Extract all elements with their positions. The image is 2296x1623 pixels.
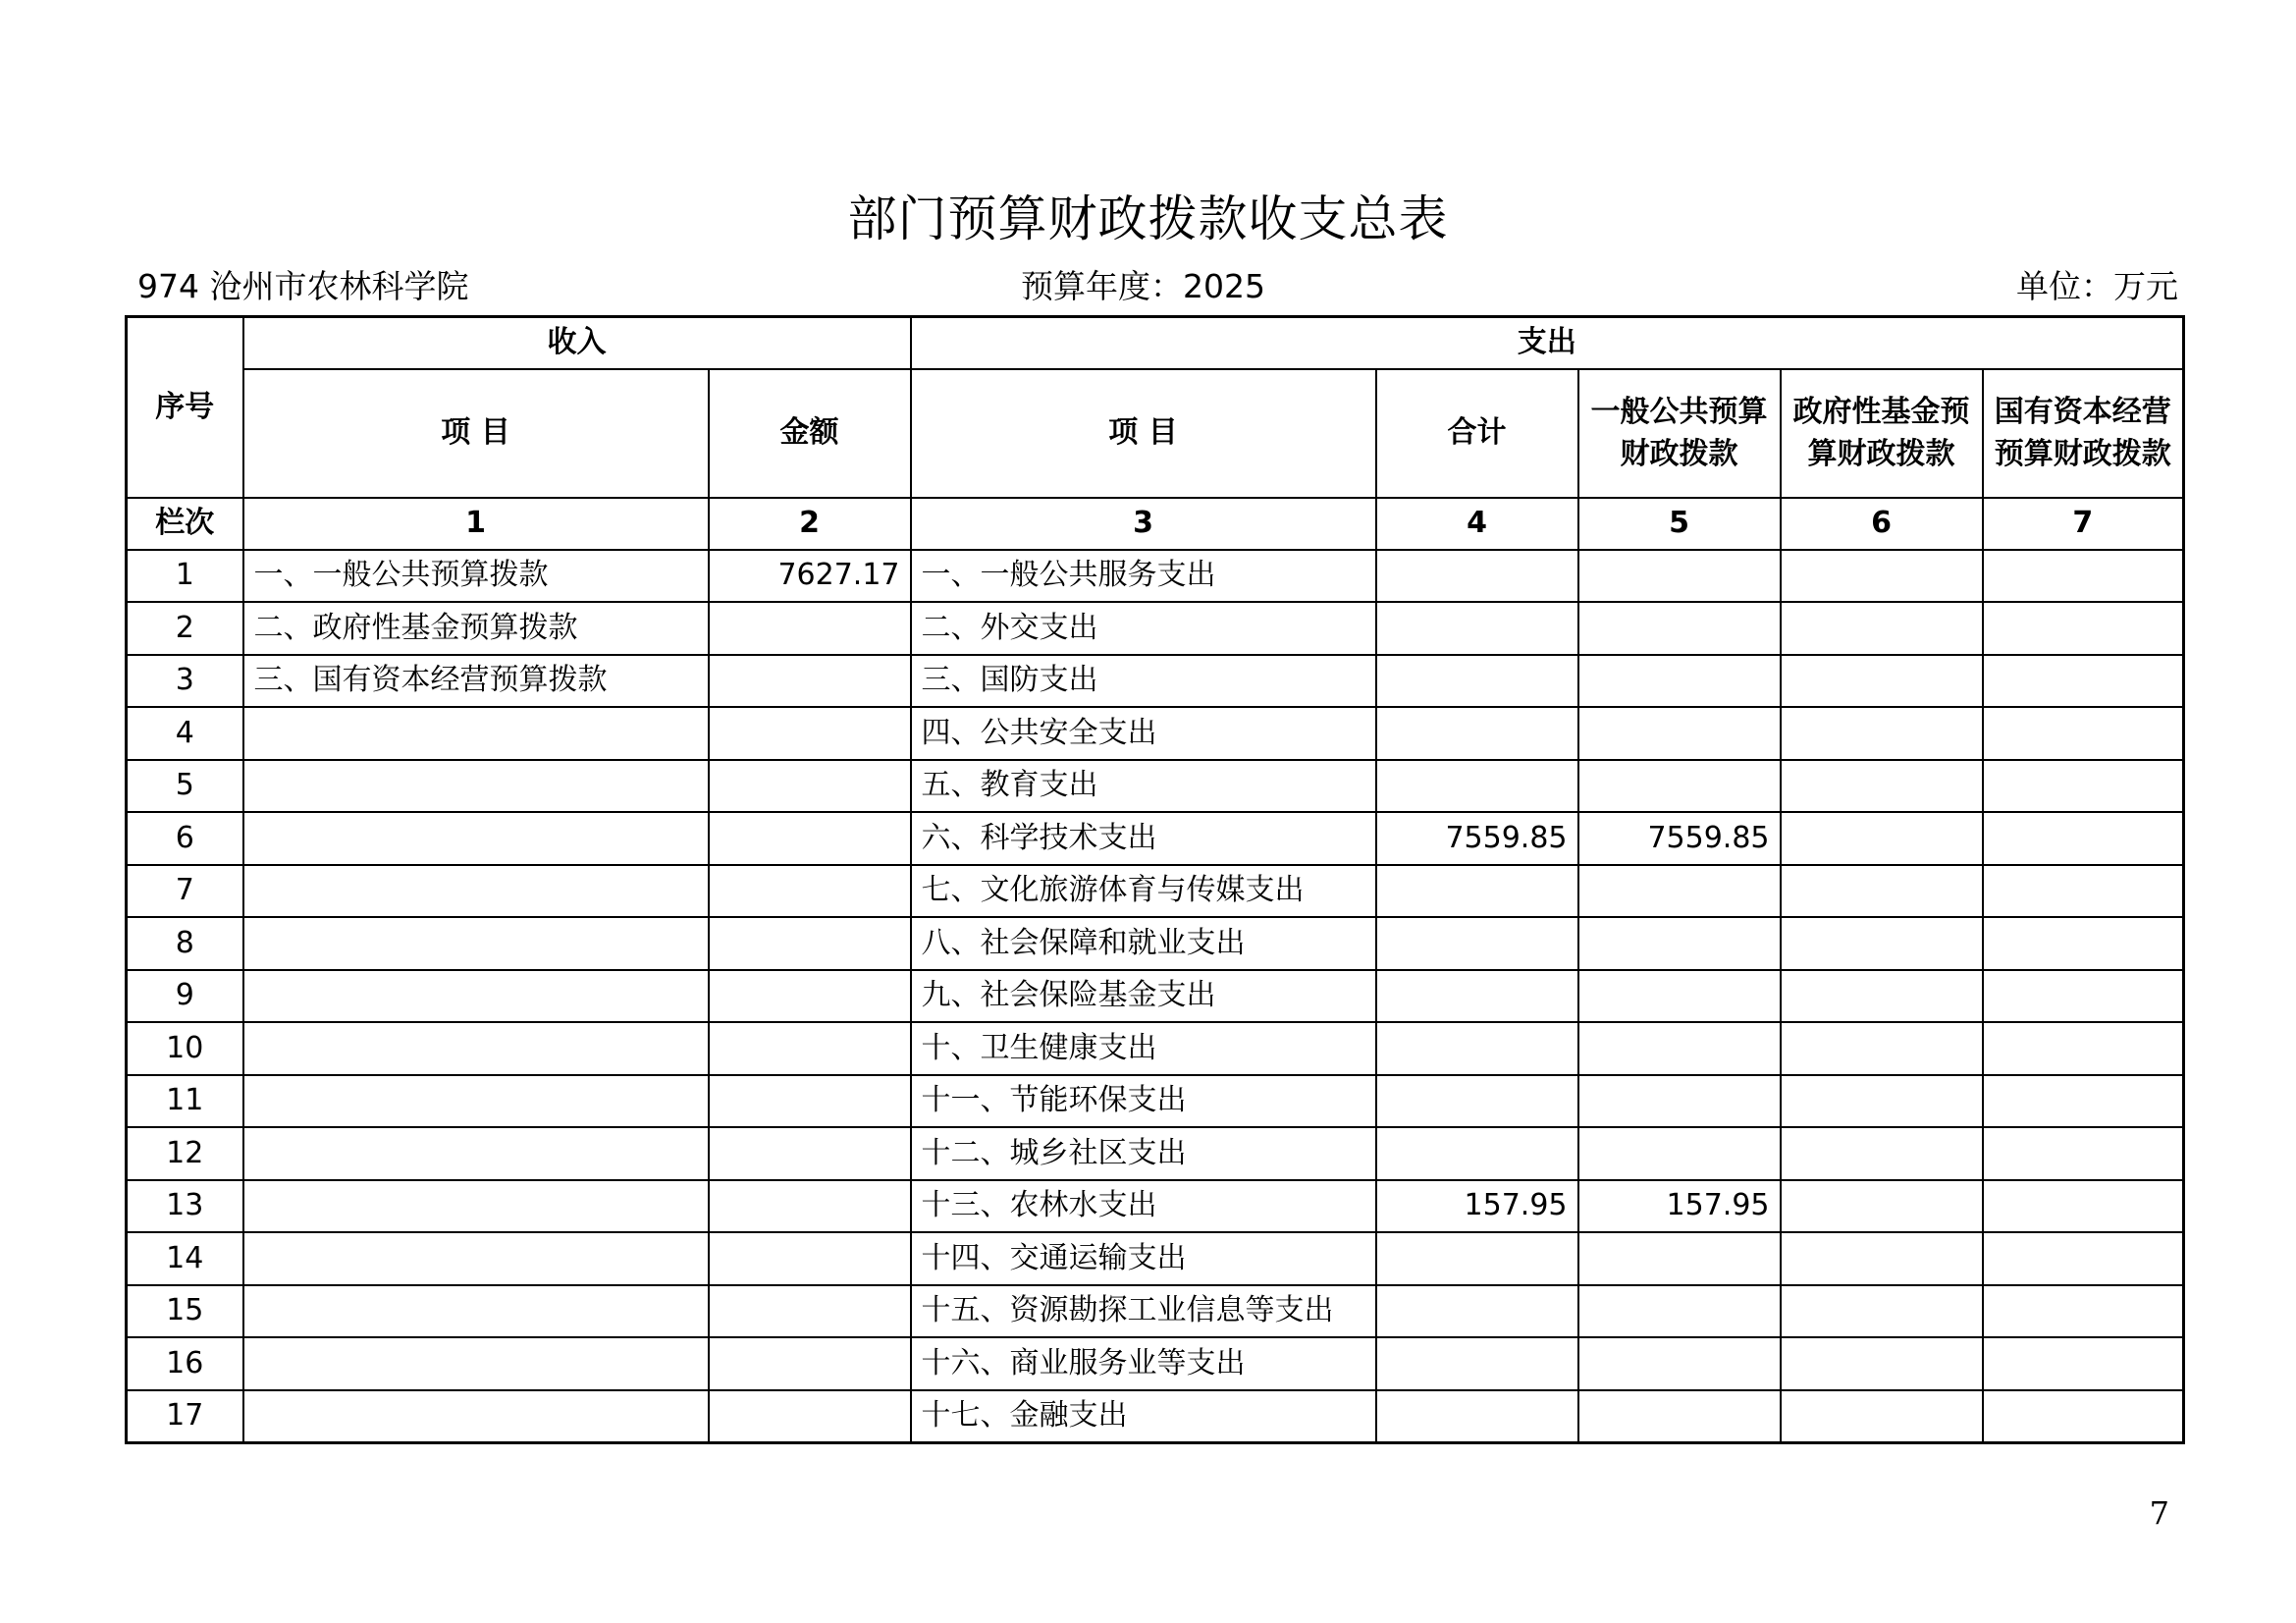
income-amount-cell bbox=[709, 707, 911, 760]
income-item-cell bbox=[243, 1180, 709, 1233]
general-budget-cell bbox=[1578, 970, 1781, 1023]
income-amount-cell bbox=[709, 865, 911, 918]
state-capital-cell bbox=[1983, 970, 2184, 1023]
expense-item-cell: 十、卫生健康支出 bbox=[911, 1022, 1376, 1075]
expense-item-cell: 十三、农林水支出 bbox=[911, 1180, 1376, 1233]
income-item-cell: 二、政府性基金预算拨款 bbox=[243, 602, 709, 655]
income-amount-cell bbox=[709, 655, 911, 708]
income-item-cell bbox=[243, 1127, 709, 1180]
table-row bbox=[127, 1285, 2184, 1338]
column-number: 4 bbox=[1376, 498, 1578, 550]
income-item-cell bbox=[243, 1390, 709, 1443]
state-capital-cell bbox=[1983, 602, 2184, 655]
gov-fund-cell bbox=[1781, 1180, 1983, 1233]
budget-year-label: 预算年度：2025 bbox=[1021, 267, 1265, 305]
document-title: 部门预算财政拨款收支总表 bbox=[847, 190, 1449, 247]
general-budget-cell bbox=[1578, 602, 1781, 655]
state-capital-cell bbox=[1983, 1337, 2184, 1390]
column-number-row bbox=[127, 498, 2184, 550]
column-number: 5 bbox=[1578, 498, 1781, 550]
income-amount-cell bbox=[709, 1075, 911, 1128]
gov-fund-cell bbox=[1781, 602, 1983, 655]
header-income-amount: 金额 bbox=[709, 369, 911, 498]
income-amount-cell bbox=[709, 1180, 911, 1233]
table-row bbox=[127, 1337, 2184, 1390]
table-row bbox=[127, 865, 2184, 918]
income-item-cell bbox=[243, 1022, 709, 1075]
total-cell bbox=[1376, 760, 1578, 813]
table-row bbox=[127, 1180, 2184, 1233]
column-number: 1 bbox=[243, 498, 709, 550]
seq-cell: 8 bbox=[127, 917, 243, 970]
expense-item-cell: 十五、资源勘探工业信息等支出 bbox=[911, 1285, 1376, 1338]
seq-cell: 4 bbox=[127, 707, 243, 760]
expense-item-cell: 六、科学技术支出 bbox=[911, 812, 1376, 865]
general-budget-cell bbox=[1578, 1337, 1781, 1390]
total-cell bbox=[1376, 917, 1578, 970]
seq-cell: 13 bbox=[127, 1180, 243, 1233]
gov-fund-cell bbox=[1781, 1022, 1983, 1075]
total-cell bbox=[1376, 1127, 1578, 1180]
state-capital-cell bbox=[1983, 1180, 2184, 1233]
expense-item-cell: 二、外交支出 bbox=[911, 602, 1376, 655]
table-row bbox=[127, 655, 2184, 708]
header-total: 合计 bbox=[1376, 369, 1578, 498]
gov-fund-cell bbox=[1781, 1285, 1983, 1338]
header-income-item: 项 目 bbox=[243, 369, 709, 498]
gov-fund-cell bbox=[1781, 1337, 1983, 1390]
state-capital-cell bbox=[1983, 917, 2184, 970]
income-item-cell: 三、国有资本经营预算拨款 bbox=[243, 655, 709, 708]
header-expense: 支出 bbox=[911, 317, 2184, 369]
expense-item-cell: 九、社会保险基金支出 bbox=[911, 970, 1376, 1023]
expense-item-cell: 十二、城乡社区支出 bbox=[911, 1127, 1376, 1180]
general-budget-cell bbox=[1578, 1285, 1781, 1338]
state-capital-cell bbox=[1983, 1127, 2184, 1180]
income-amount-cell bbox=[709, 1232, 911, 1285]
seq-cell: 6 bbox=[127, 812, 243, 865]
general-budget-cell bbox=[1578, 1075, 1781, 1128]
state-capital-cell bbox=[1983, 1285, 2184, 1338]
expense-item-cell: 十一、节能环保支出 bbox=[911, 1075, 1376, 1128]
gov-fund-cell bbox=[1781, 1127, 1983, 1180]
gov-fund-cell bbox=[1781, 550, 1983, 603]
income-amount-cell bbox=[709, 812, 911, 865]
table-row bbox=[127, 917, 2184, 970]
page-number: 7 bbox=[2149, 1494, 2169, 1532]
income-amount-cell bbox=[709, 1285, 911, 1338]
table-row bbox=[127, 1232, 2184, 1285]
income-amount-cell bbox=[709, 760, 911, 813]
state-capital-cell bbox=[1983, 865, 2184, 918]
state-capital-cell bbox=[1983, 655, 2184, 708]
income-item-cell bbox=[243, 1075, 709, 1128]
table-row bbox=[127, 1022, 2184, 1075]
seq-cell: 2 bbox=[127, 602, 243, 655]
seq-cell: 15 bbox=[127, 1285, 243, 1338]
income-amount-cell bbox=[709, 1022, 911, 1075]
general-budget-cell bbox=[1578, 707, 1781, 760]
seq-cell: 16 bbox=[127, 1337, 243, 1390]
income-item-cell bbox=[243, 1337, 709, 1390]
income-amount-cell bbox=[709, 970, 911, 1023]
table-row bbox=[127, 970, 2184, 1023]
header-expense-item: 项 目 bbox=[911, 369, 1376, 498]
income-item-cell bbox=[243, 865, 709, 918]
gov-fund-cell bbox=[1781, 970, 1983, 1023]
seq-cell: 10 bbox=[127, 1022, 243, 1075]
column-row-label: 栏次 bbox=[127, 498, 243, 550]
state-capital-cell bbox=[1983, 550, 2184, 603]
seq-cell: 1 bbox=[127, 550, 243, 603]
state-capital-cell bbox=[1983, 1075, 2184, 1128]
total-cell: 157.95 bbox=[1376, 1180, 1578, 1233]
expense-item-cell: 十四、交通运输支出 bbox=[911, 1232, 1376, 1285]
header-income: 收入 bbox=[243, 317, 911, 369]
income-amount-cell bbox=[709, 1390, 911, 1443]
gov-fund-cell bbox=[1781, 865, 1983, 918]
income-item-cell bbox=[243, 1285, 709, 1338]
state-capital-cell bbox=[1983, 707, 2184, 760]
general-budget-cell bbox=[1578, 550, 1781, 603]
total-cell bbox=[1376, 1022, 1578, 1075]
income-item-cell bbox=[243, 760, 709, 813]
header-general-budget: 一般公共预算财政拨款 bbox=[1578, 369, 1781, 498]
state-capital-cell bbox=[1983, 1232, 2184, 1285]
general-budget-cell bbox=[1578, 1022, 1781, 1075]
expense-item-cell: 八、社会保障和就业支出 bbox=[911, 917, 1376, 970]
income-amount-cell bbox=[709, 1337, 911, 1390]
unit-label: 单位：万元 bbox=[2016, 267, 2178, 305]
general-budget-cell: 157.95 bbox=[1578, 1180, 1781, 1233]
table-row bbox=[127, 1127, 2184, 1180]
expense-item-cell: 三、国防支出 bbox=[911, 655, 1376, 708]
gov-fund-cell bbox=[1781, 707, 1983, 760]
income-item-cell: 一、一般公共预算拨款 bbox=[243, 550, 709, 603]
total-cell bbox=[1376, 1232, 1578, 1285]
general-budget-cell bbox=[1578, 655, 1781, 708]
total-cell bbox=[1376, 1075, 1578, 1128]
total-cell bbox=[1376, 602, 1578, 655]
column-number: 7 bbox=[1983, 498, 2184, 550]
general-budget-cell bbox=[1578, 917, 1781, 970]
general-budget-cell: 7559.85 bbox=[1578, 812, 1781, 865]
general-budget-cell bbox=[1578, 865, 1781, 918]
gov-fund-cell bbox=[1781, 655, 1983, 708]
income-amount-cell bbox=[709, 917, 911, 970]
state-capital-cell bbox=[1983, 760, 2184, 813]
total-cell bbox=[1376, 550, 1578, 603]
budget-table bbox=[125, 315, 2185, 1444]
state-capital-cell bbox=[1983, 1022, 2184, 1075]
seq-cell: 9 bbox=[127, 970, 243, 1023]
expense-item-cell: 四、公共安全支出 bbox=[911, 707, 1376, 760]
expense-item-cell: 一、一般公共服务支出 bbox=[911, 550, 1376, 603]
general-budget-cell bbox=[1578, 760, 1781, 813]
seq-cell: 17 bbox=[127, 1390, 243, 1443]
header-gov-fund: 政府性基金预算财政拨款 bbox=[1781, 369, 1983, 498]
gov-fund-cell bbox=[1781, 917, 1983, 970]
total-cell bbox=[1376, 865, 1578, 918]
total-cell bbox=[1376, 707, 1578, 760]
table-row bbox=[127, 707, 2184, 760]
total-cell bbox=[1376, 1390, 1578, 1443]
income-item-cell bbox=[243, 1232, 709, 1285]
gov-fund-cell bbox=[1781, 1390, 1983, 1443]
seq-cell: 7 bbox=[127, 865, 243, 918]
table-row bbox=[127, 550, 2184, 603]
organization-label: 974 沧州市农林科学院 bbox=[137, 267, 469, 305]
income-amount-cell bbox=[709, 602, 911, 655]
gov-fund-cell bbox=[1781, 1232, 1983, 1285]
table-row bbox=[127, 760, 2184, 813]
income-amount-cell: 7627.17 bbox=[709, 550, 911, 603]
income-item-cell bbox=[243, 812, 709, 865]
column-number: 2 bbox=[709, 498, 911, 550]
seq-cell: 11 bbox=[127, 1075, 243, 1128]
table-row bbox=[127, 1075, 2184, 1128]
expense-item-cell: 五、教育支出 bbox=[911, 760, 1376, 813]
header-seq: 序号 bbox=[127, 317, 243, 498]
general-budget-cell bbox=[1578, 1127, 1781, 1180]
seq-cell: 5 bbox=[127, 760, 243, 813]
state-capital-cell bbox=[1983, 812, 2184, 865]
state-capital-cell bbox=[1983, 1390, 2184, 1443]
income-item-cell bbox=[243, 707, 709, 760]
income-item-cell bbox=[243, 917, 709, 970]
gov-fund-cell bbox=[1781, 1075, 1983, 1128]
total-cell bbox=[1376, 655, 1578, 708]
header-row-2 bbox=[127, 369, 2184, 498]
header-row-1 bbox=[127, 317, 2184, 369]
gov-fund-cell bbox=[1781, 760, 1983, 813]
expense-item-cell: 七、文化旅游体育与传媒支出 bbox=[911, 865, 1376, 918]
total-cell bbox=[1376, 970, 1578, 1023]
expense-item-cell: 十七、金融支出 bbox=[911, 1390, 1376, 1443]
table-row bbox=[127, 602, 2184, 655]
income-item-cell bbox=[243, 970, 709, 1023]
column-number: 3 bbox=[911, 498, 1376, 550]
table-row bbox=[127, 1390, 2184, 1443]
gov-fund-cell bbox=[1781, 812, 1983, 865]
seq-cell: 3 bbox=[127, 655, 243, 708]
expense-item-cell: 十六、商业服务业等支出 bbox=[911, 1337, 1376, 1390]
column-number: 6 bbox=[1781, 498, 1983, 550]
table-row bbox=[127, 812, 2184, 865]
general-budget-cell bbox=[1578, 1232, 1781, 1285]
seq-cell: 12 bbox=[127, 1127, 243, 1180]
seq-cell: 14 bbox=[127, 1232, 243, 1285]
total-cell: 7559.85 bbox=[1376, 812, 1578, 865]
income-amount-cell bbox=[709, 1127, 911, 1180]
total-cell bbox=[1376, 1285, 1578, 1338]
header-state-capital: 国有资本经营预算财政拨款 bbox=[1983, 369, 2184, 498]
table-body bbox=[127, 550, 2184, 1443]
total-cell bbox=[1376, 1337, 1578, 1390]
general-budget-cell bbox=[1578, 1390, 1781, 1443]
